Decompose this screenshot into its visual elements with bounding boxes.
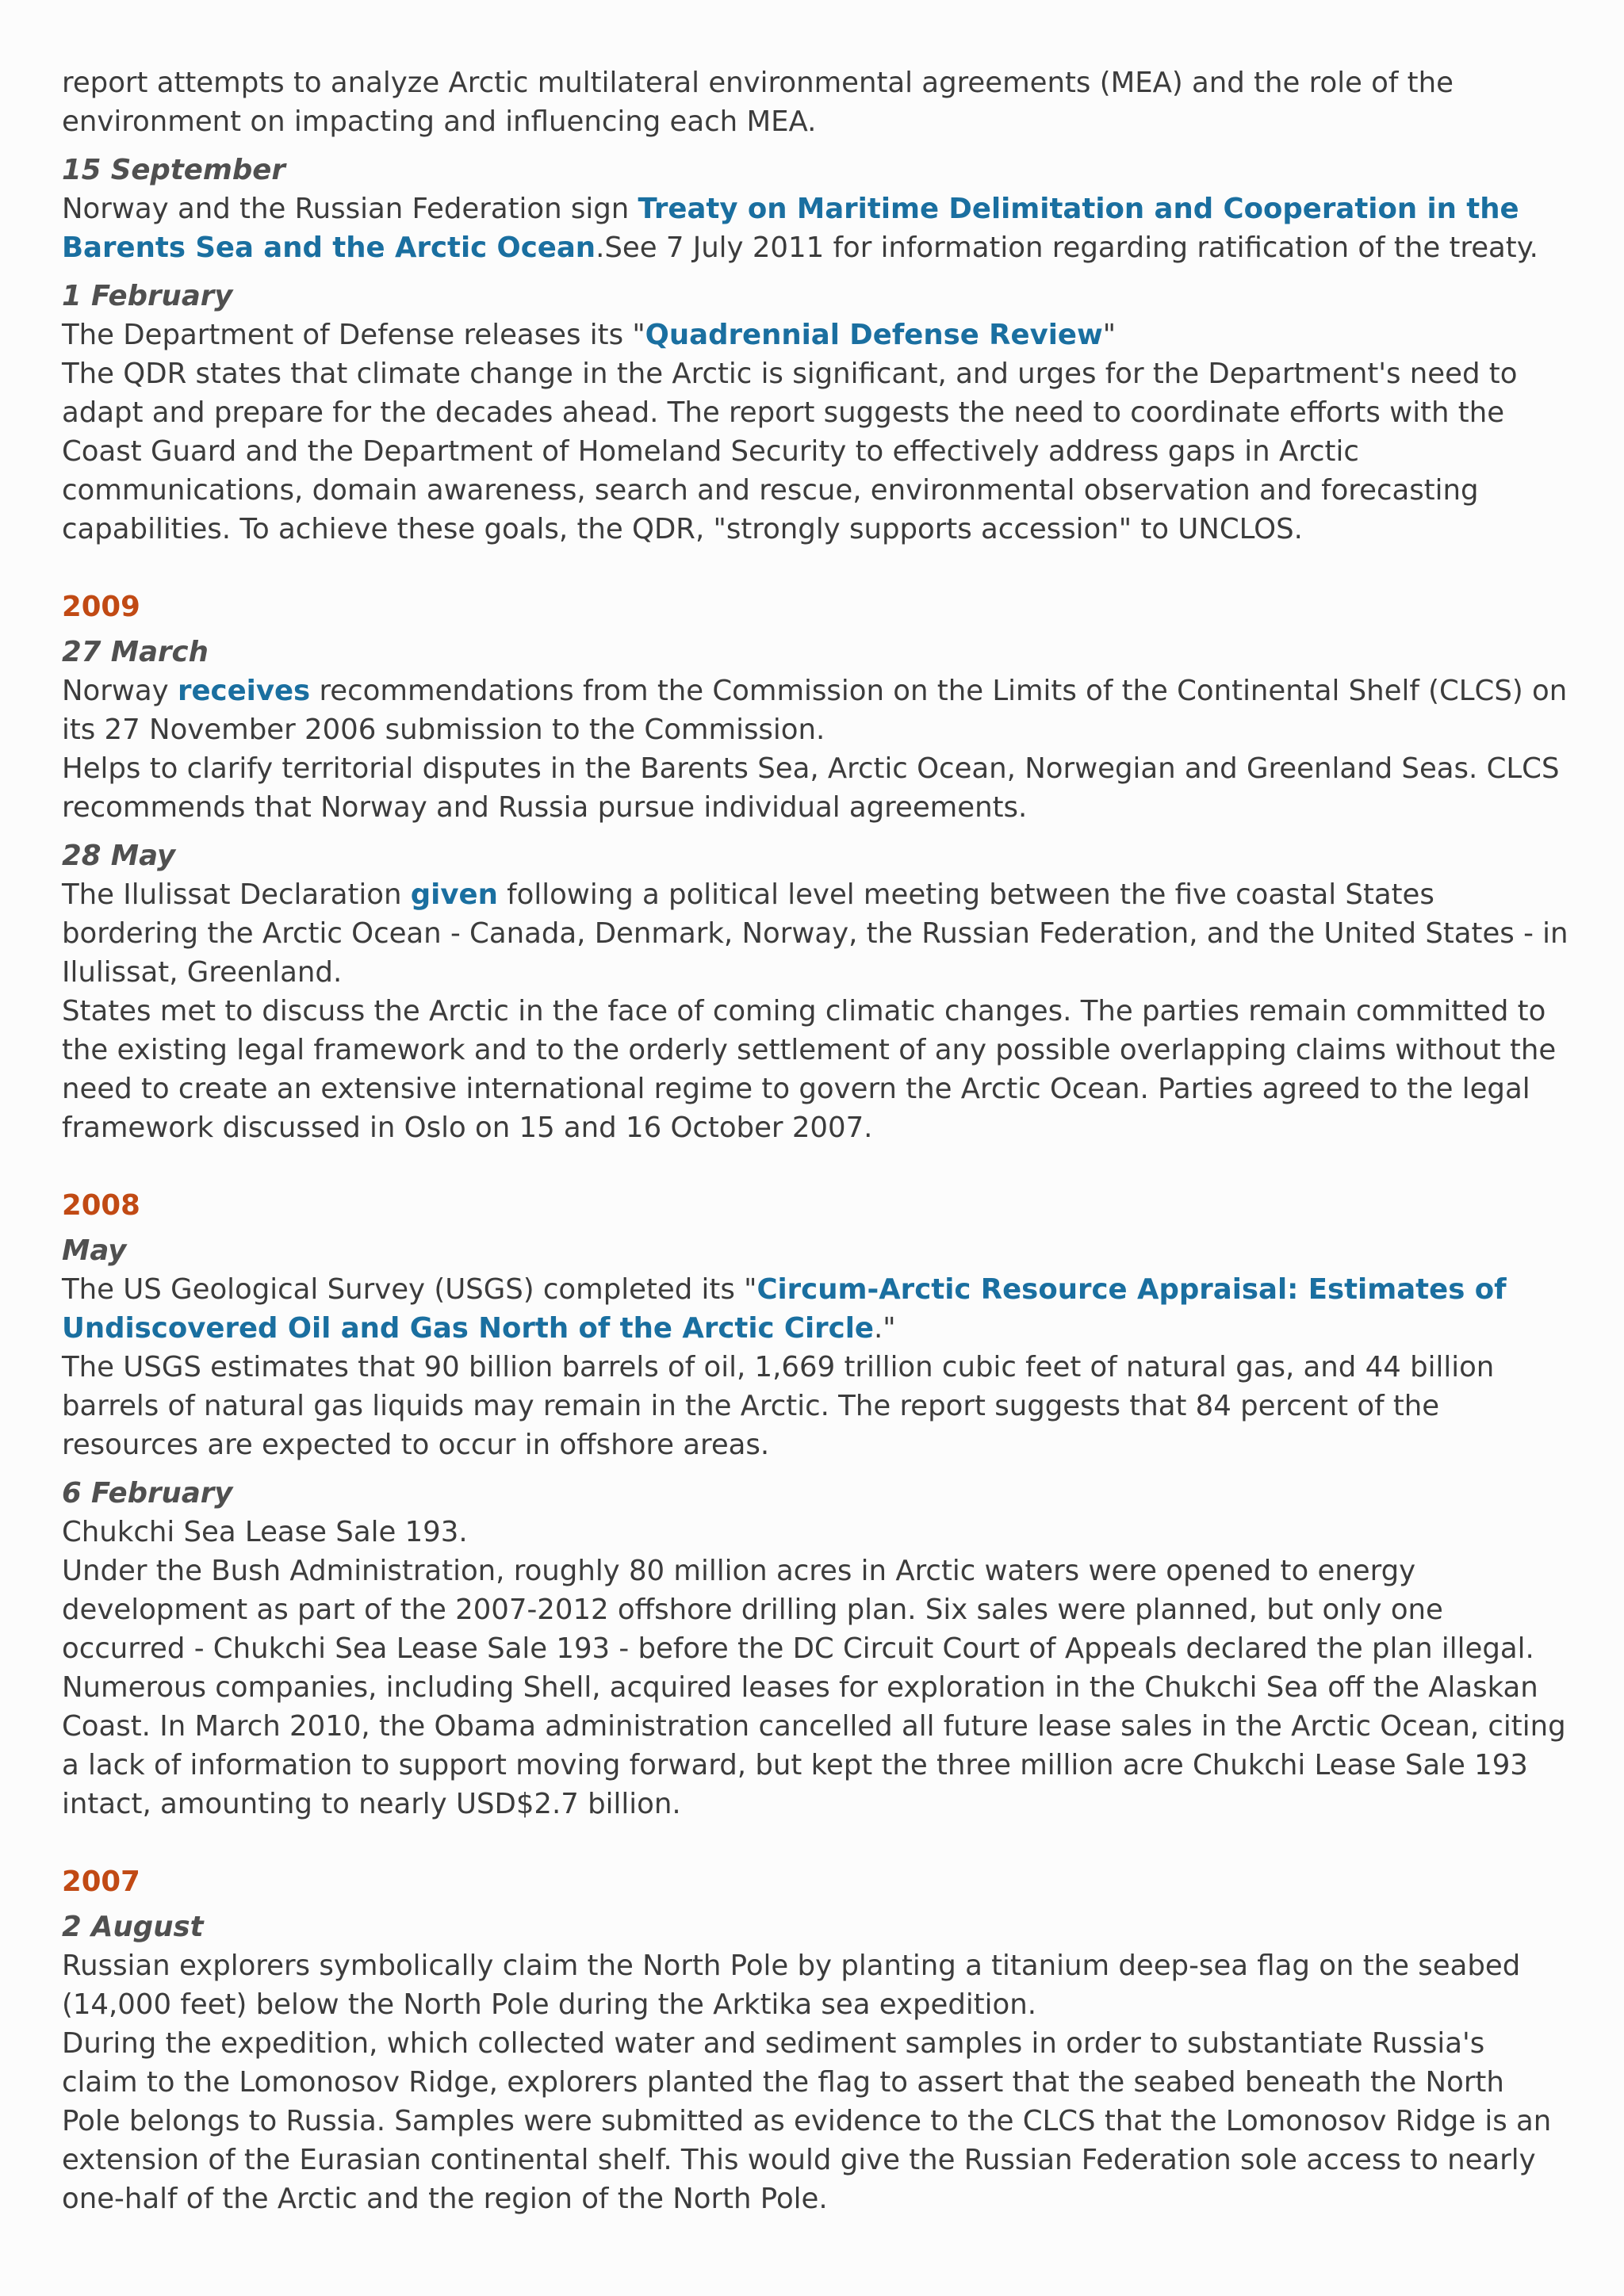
entry-2009-may — [62, 836, 1568, 1147]
year-heading-2008: 2008 — [62, 1189, 140, 1222]
entry-text: Chukchi Sea Lease Sale 193. — [62, 1516, 468, 1548]
treaty-link[interactable]: Treaty on Maritime Delimitation and Cooperation in the Barents Sea and the Arctic Ocean — [62, 193, 1519, 264]
entry-2008-may — [62, 1231, 1568, 1464]
entry-text: Norway and the Russian Federation sign Treaty on Maritime Delimitation and Cooperation in the Barents Sea and the Arctic Ocean.See 7 July 2011 for information regarding ratification of the treaty. — [62, 193, 1538, 264]
given-link[interactable]: given — [410, 878, 498, 911]
entry-date: 27 March — [62, 636, 209, 668]
entry-date: 6 February — [62, 1477, 233, 1510]
entry-2010-feb — [62, 277, 1568, 549]
entry-text: The Department of Defense releases its "Quadrennial Defense Review" — [62, 319, 1116, 351]
entry-body: States met to discuss the Arctic in the face of coming climatic changes. The parties remain committed to the existing legal framework and to the orderly settlement of any possible overlapping claims without the need to create an extensive international regime to govern the Arctic Ocean. Parties agreed to the legal framework discussed in Oslo on 15 and 16 October 2007. — [62, 995, 1557, 1144]
entry-date: May — [62, 1234, 127, 1267]
appraisal-link[interactable]: Circum-Arctic Resource Appraisal: Estimates of Undiscovered Oil and Gas North of the Arctic Circle — [62, 1273, 1507, 1345]
entry-text: The Ilulissat Declaration given following a political level meeting between the five coastal States bordering the Arctic Ocean - Canada, Denmark, Norway, the Russian Federation, and the United States - in Ilulissat, Greenland. — [62, 878, 1568, 989]
entry-body: The USGS estimates that 90 billion barrels of oil, 1,669 trillion cubic feet of natural gas, and 44 billion barrels of natural gas liquids may remain in the Arctic. The report suggests that 84 percent of the resources are expected to occur in offshore areas. — [62, 1351, 1495, 1461]
qdr-link[interactable]: Quadrennial Defense Review — [645, 319, 1103, 351]
year-heading-2007: 2007 — [62, 1866, 140, 1898]
entry-body: Helps to clarify territorial disputes in the Barents Sea, Arctic Ocean, Norwegian and Greenland Seas. CLCS recommends that Norway and Russia pursue individual agreements. — [62, 752, 1560, 824]
entry-date: 2 August — [62, 1911, 204, 1943]
entry-text: Russian explorers symbolically claim the North Pole by planting a titanium deep-sea flag on the seabed (14,000 feet) below the North Pole during the Arktika sea expedition. — [62, 1950, 1521, 2021]
entry-body: Under the Bush Administration, roughly 80 million acres in Arctic waters were opened to energy development as part of the 2007-2012 offshore drilling plan. Six sales were planned, but only one occurred - Chukchi Sea Lease Sale 193 - before the DC Circuit Court of Appeals declared the plan illegal. Numerous companies, including Shell, acquired leases for exploration in the Chukchi Sea off the Alaskan Coast. In March 2010, the Obama administration cancelled all future lease sales in the Arctic Ocean, citing a lack of information to support moving forward, but kept the three million acre Chukchi Lease Sale 193 intact, amounting to nearly USD$2.7 billion. — [62, 1555, 1566, 1820]
intro-text: report attempts to analyze Arctic multilateral environmental agreements (MEA) and the role of the environment on impacting and influencing each MEA. — [62, 67, 1454, 138]
entry-date: 28 May — [62, 840, 176, 872]
receives-link[interactable]: receives — [177, 675, 311, 707]
entry-2008-feb — [62, 1474, 1568, 1823]
entry-text: Norway receives recommendations from the Commission on the Limits of the Continental Shelf (CLCS) on its 27 November 2006 submission to the Commission. — [62, 675, 1568, 746]
entry-body: During the expedition, which collected water and sediment samples in order to substantiate Russia's claim to the Lomonosov Ridge, explorers planted the flag to assert that the seabed beneath the North Pole belongs to Russia. Samples were submitted as evidence to the CLCS that the Lomonosov Ridge is an extension of the Eurasian continental shelf. This would give the Russian Federation sole access to nearly one-half of the Arctic and the region of the North Pole. — [62, 2027, 1552, 2215]
entry-date: 15 September — [62, 154, 285, 186]
timeline-document — [62, 63, 1568, 2218]
entry-text: The US Geological Survey (USGS) completed its "Circum-Arctic Resource Appraisal: Estimates of Undiscovered Oil and Gas North of the Arctic Circle." — [62, 1273, 1507, 1345]
entry-2010-sep — [62, 151, 1568, 267]
entry-body: The QDR states that climate change in the Arctic is significant, and urges for the Department's need to adapt and prepare for the decades ahead. The report suggests the need to coordinate efforts with the Coast Guard and the Department of Homeland Security to effectively address gaps in Arctic communications, domain awareness, search and rescue, environmental observation and forecasting capabilities. To achieve these goals, the QDR, "strongly supports accession" to UNCLOS. — [62, 358, 1518, 545]
entry-date: 1 February — [62, 280, 233, 312]
entry-2009-mar — [62, 633, 1568, 827]
entry-2007-aug — [62, 1908, 1568, 2218]
year-heading-2009: 2009 — [62, 591, 140, 623]
